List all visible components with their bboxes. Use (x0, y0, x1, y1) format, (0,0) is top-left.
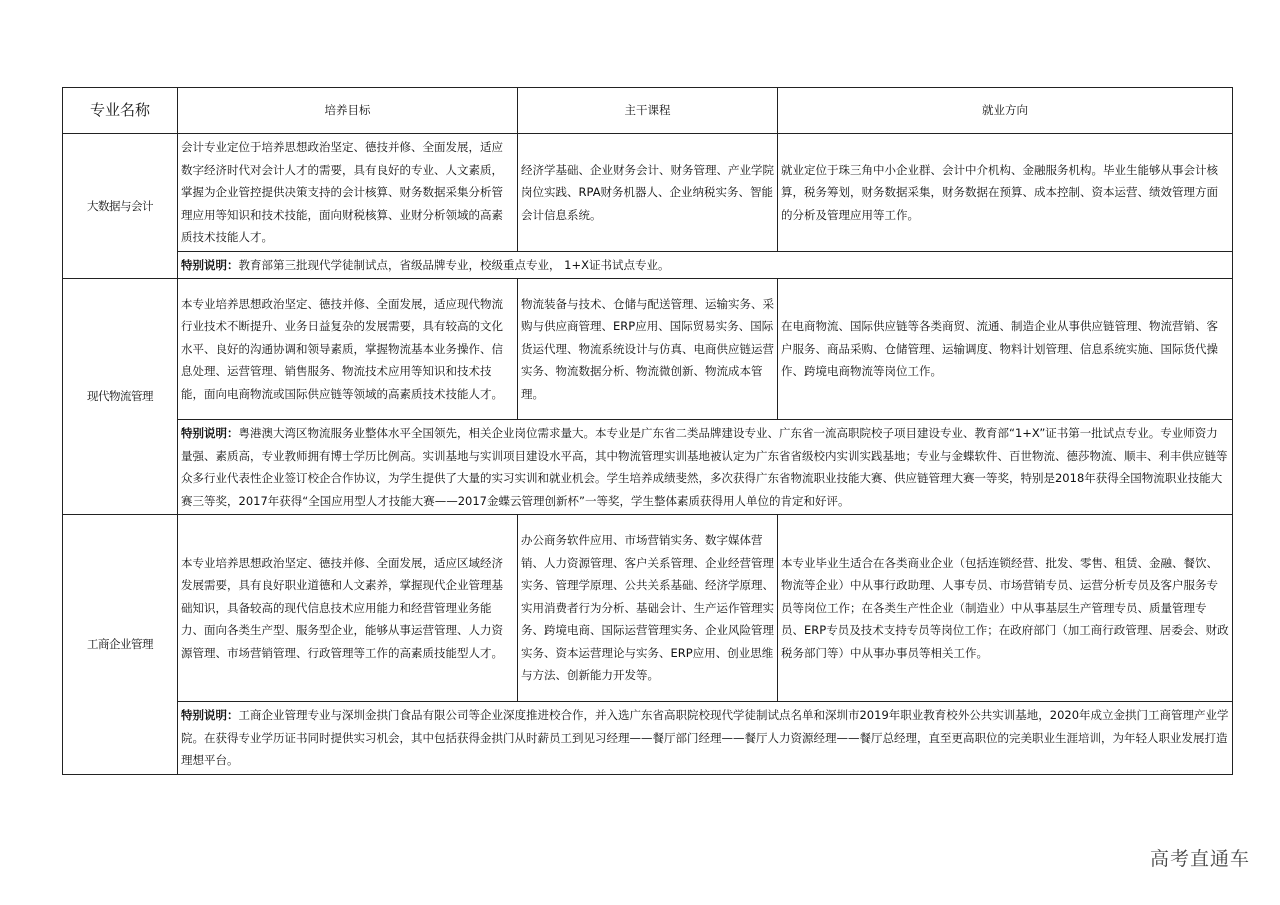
watermark-text: 高考直通车 (1149, 848, 1250, 870)
table-row (63, 134, 1233, 252)
courses-cell: 经济学基础、企业财务会计、财务管理、产业学院岗位实践、RPA财务机器人、企业纳税实务、智能会计信息系统。 (518, 134, 778, 252)
note-cell (178, 251, 1233, 279)
note-label: 特别说明： (181, 426, 239, 440)
note-row (63, 702, 1233, 775)
jobs-cell: 在电商物流、国际供应链等各类商贸、流通、制造企业从事供应链管理、物流营销、客户服务、商品采购、仓储管理、运输调度、物料计划管理、信息系统实施、国际货代操作、跨境电商物流等岗位工作。 (778, 279, 1233, 420)
jobs-cell: 就业定位于珠三角中小企业群、会计中介机构、金融服务机构。毕业生能够从事会计核算，税务筹划，财务数据采集，财务数据在预算、成本控制、资本运营、绩效管理方面的分析及管理应用等工作。 (778, 134, 1233, 252)
courses-cell: 办公商务软件应用、市场营销实务、数字媒体营销、人力资源管理、客户关系管理、企业经营管理实务、管理学原理、公共关系基础、经济学原理、实用消费者行为分析、基础会计、生产运作管理实务、跨境电商、国际运营管理实务、企业风险管理实务、资本运营理论与实务、ERP应用、创业思维与方法、创新能力开发等。 (518, 515, 778, 702)
note-text: 教育部第三批现代学徒制试点，省级品牌专业，校级重点专业， 1+X证书试点专业。 (238, 257, 670, 272)
table-row (63, 279, 1233, 420)
majors-table (62, 87, 1233, 775)
header-training-goal: 培养目标 (178, 88, 518, 134)
header-major-name: 专业名称 (63, 88, 178, 134)
note-cell (178, 702, 1233, 775)
note-label: 特别说明： (181, 708, 239, 722)
courses-cell: 物流装备与技术、仓储与配送管理、运输实务、采购与供应商管理、ERP应用、国际贸易实务、国际货运代理、物流系统设计与仿真、电商供应链运营实务、物流数据分析、物流微创新、物流成本管理。 (518, 279, 778, 420)
major-name-cell: 工商企业管理 (63, 515, 178, 775)
note-text: 粤港澳大湾区物流服务业整体水平全国领先，相关企业岗位需求量大。本专业是广东省二类品牌建设专业、广东省一流高职院校子项目建设专业、教育部“1+X”证书第一批试点专业。专业师资力量强、素质高，专业教师拥有博士学历比例高。实训基地与实训项目建设水平高，其中物流管理实训基地被认定为广东省省级校内实训实践基地；专业与金蝶软件、百世物流、德莎物流、顺丰、利丰供应链等众多行业代表性企业签订校企合作协议，为学生提供了大量的实习实训和就业机会。学生培养成绩斐然，多次获得广东省物流职业技能大赛、供应链管理大赛一等奖，特别是2018年获得全国物流职业技能大赛三等奖，2017年获得“全国应用型人才技能大赛——2017金蝶云管理创新杯”一等奖，学生整体素质获得用人单位的肯定和好评。 (181, 426, 1228, 508)
note-row (63, 251, 1233, 279)
major-name-cell: 大数据与会计 (63, 134, 178, 279)
jobs-cell: 本专业毕业生适合在各类商业企业（包括连锁经营、批发、零售、租赁、金融、餐饮、物流等企业）中从事行政助理、人事专员、市场营销专员、运营分析专员及客户服务专员等岗位工作；在各类生产性企业（制造业）中从事基层生产管理专员、质量管理专员、ERP专员及技术支持专员等岗位工作；在政府部门（加工商行政管理、居委会、财政税务部门等）中从事办事员等相关工作。 (778, 515, 1233, 702)
note-label: 特别说明： (181, 257, 239, 272)
note-row (63, 420, 1233, 515)
header-core-courses: 主干课程 (518, 88, 778, 134)
header-career-direction: 就业方向 (778, 88, 1233, 134)
table-row (63, 515, 1233, 702)
major-name-cell: 现代物流管理 (63, 279, 178, 515)
goal-cell: 本专业培养思想政治坚定、德技并修、全面发展，适应现代物流行业技术不断提升、业务日益复杂的发展需要，具有较高的文化水平、良好的沟通协调和领导素质，掌握物流基本业务操作、信息处理、运营管理、销售服务、物流技术应用等知识和技术技能，面向电商物流或国际供应链等领域的高素质技术技能人才。 (178, 279, 518, 420)
goal-cell: 本专业培养思想政治坚定、德技并修、全面发展，适应区域经济发展需要，具有良好职业道德和人文素养，掌握现代企业管理基础知识，具备较高的现代信息技术应用能力和经营管理业务能力、面向各类生产型、服务型企业，能够从事运营管理、人力资源管理、市场营销管理、行政管理等工作的高素质技能型人才。 (178, 515, 518, 702)
note-text: 工商企业管理专业与深圳金拱门食品有限公司等企业深度推进校合作，并入选广东省高职院校现代学徒制试点名单和深圳市2019年职业教育校外公共实训基地，2020年成立金拱门工商管理产业学院。在获得专业学历证书同时提供实习机会，其中包括获得金拱门从时薪员工到见习经理——餐厅部门经理——餐厅人力资源经理——餐厅总经理，直至更高职位的完美职业生涯培训，为年轻人职业发展打造理想平台。 (181, 708, 1229, 767)
goal-cell: 会计专业定位于培养思想政治坚定、德技并修、全面发展，适应数字经济时代对会计人才的需要，具有良好的专业、人文素质，掌握为企业管控提供决策支持的会计核算、财务数据采集分析管理应用等知识和技术技能，面向财税核算、业财分析领域的高素质技术技能人才。 (178, 134, 518, 252)
header-row (63, 88, 1233, 134)
note-cell (178, 420, 1233, 515)
